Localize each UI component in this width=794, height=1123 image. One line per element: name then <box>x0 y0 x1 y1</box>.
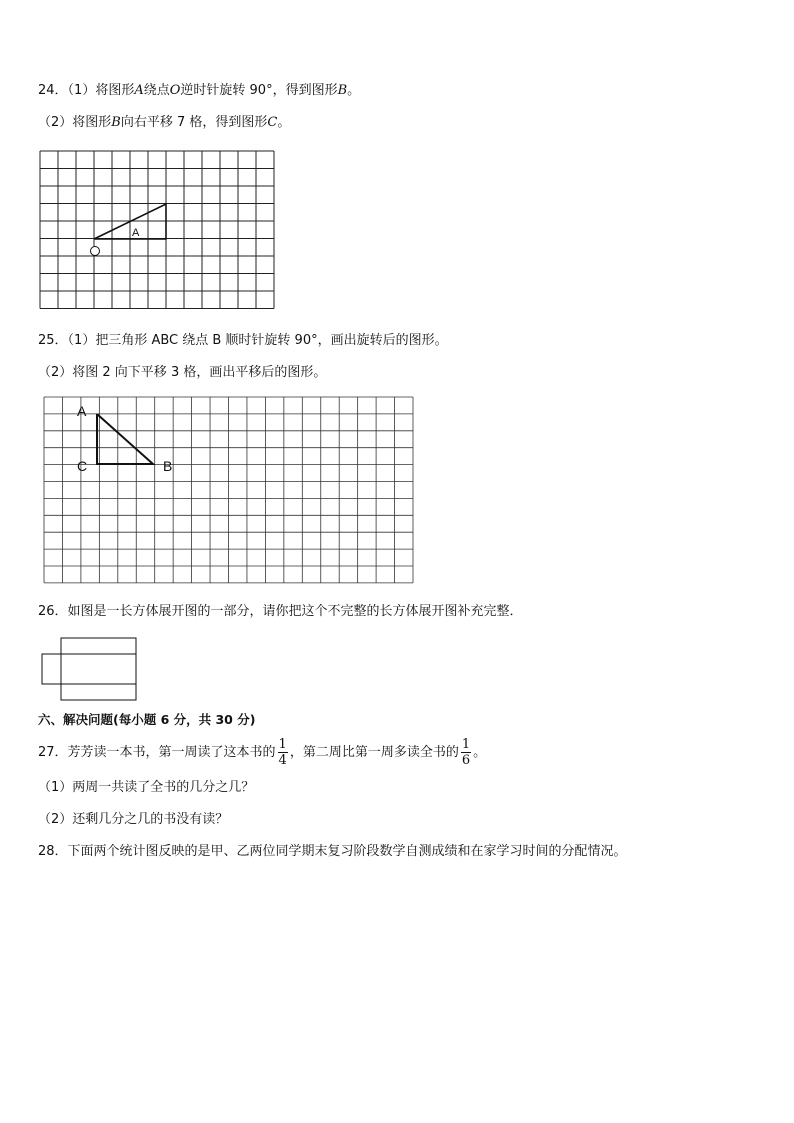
q28-text: 28．下面两个统计图反映的是甲、乙两位同学期末复习阶段数学自测成绩和在家学习时间的分配情况。 <box>38 844 627 859</box>
q24-part1: 24．（1）将图形A绕点O逆时针旋转 90°，得到图形B。 <box>38 83 361 98</box>
q24-part2: （2）将图形B向右平移 7 格，得到图形C。 <box>38 115 291 130</box>
net-side-face <box>42 654 61 684</box>
shape-a-label: A <box>134 83 144 98</box>
q26-text: 26．如图是一长方体展开图的一部分，请你把这个不完整的长方体展开图补充完整． <box>38 604 523 619</box>
label-a: A <box>77 403 87 419</box>
shape-b-label: B <box>337 83 348 98</box>
net-bottom-face <box>61 684 136 700</box>
point-o-marker <box>91 247 100 256</box>
shape-c-label: C <box>267 115 278 130</box>
section6-heading: 六、解决问题(每小题 6 分，共 30 分) <box>38 712 256 727</box>
shape-a-text: A <box>132 227 140 239</box>
triangle-abc <box>97 414 153 464</box>
fraction-one-quarter: $\frac{1}{4}$ <box>278 737 287 768</box>
cuboid-net <box>42 638 136 700</box>
q25-part1: 25．（1）把三角形 ABC 绕点 B 顺时针旋转 90°，画出旋转后的图形。 <box>38 333 448 348</box>
shape-a <box>94 204 166 239</box>
point-o-label: O <box>169 83 181 98</box>
q24-grid <box>40 151 274 309</box>
label-b: B <box>163 458 173 474</box>
q25-part2: （2）将图 2 向下平移 3 格，画出平移后的图形。 <box>38 365 327 380</box>
q25-grid <box>44 397 413 583</box>
q27-sub2: （2）还剩几分之几的书没有读？ <box>38 812 229 827</box>
net-front-face <box>61 654 136 684</box>
q27-sub1: （1）两周一共读了全书的几分之几？ <box>38 780 255 795</box>
net-top-face <box>61 638 136 654</box>
q27-text: 27．芳芳读一本书，第一周读了这本书的 $\frac{1}{4}$ ，第二周比第一周多读全书的 $\frac{1}{6}$ 。 <box>38 737 487 768</box>
label-c: C <box>77 458 88 474</box>
fraction-one-sixth: $\frac{1}{6}$ <box>461 737 471 768</box>
